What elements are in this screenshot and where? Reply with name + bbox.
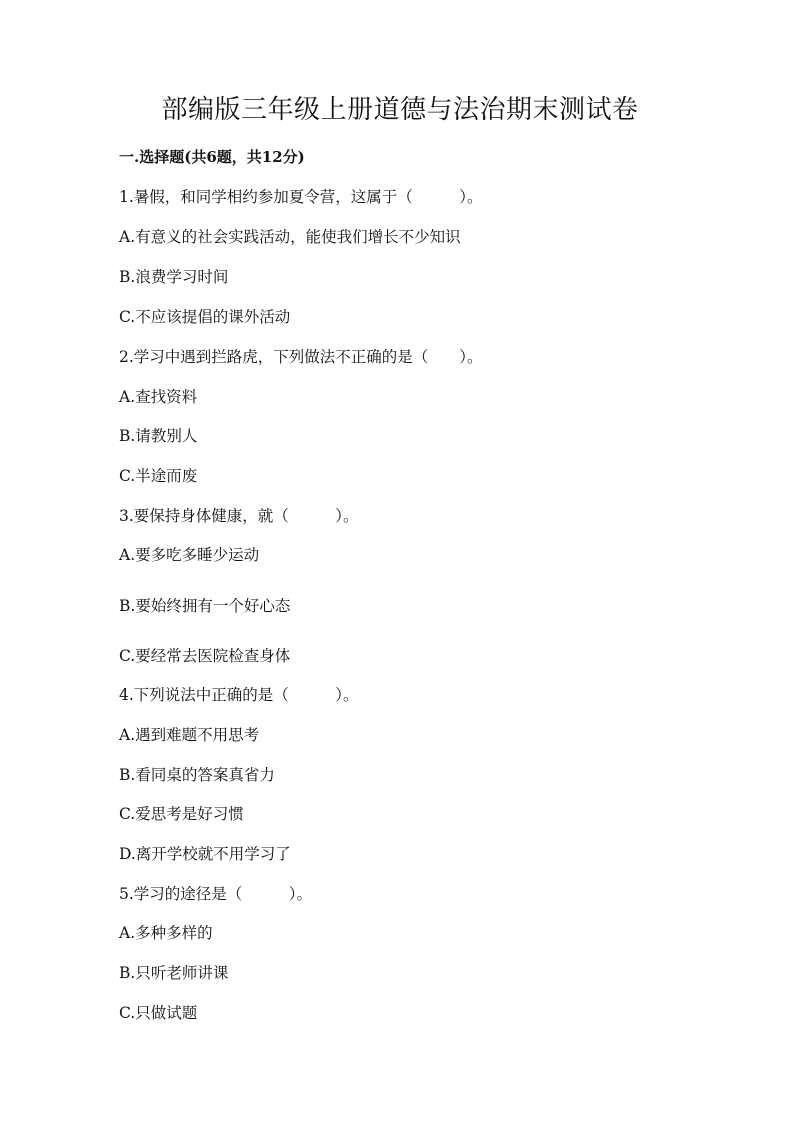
question-2-option-b: B.请教别人: [119, 427, 198, 445]
question-4-option-a: A.遇到难题不用思考: [119, 726, 260, 744]
question-5-option-b: B.只听老师讲课: [119, 964, 229, 982]
section-header: 一.选择题(共6题，共12分): [119, 148, 305, 166]
question-2-option-c: C.半途而废: [119, 467, 198, 485]
question-1-option-a: A.有意义的社会实践活动，能使我们增长不少知识: [119, 228, 461, 246]
question-3-option-b: B.要始终拥有一个好心态: [119, 597, 291, 615]
question-3-option-c: C.要经常去医院检查身体: [119, 647, 291, 665]
question-2-option-a: A.查找资料: [119, 388, 198, 406]
question-5-option-c: C.只做试题: [119, 1004, 198, 1022]
question-4-stem: 4.下列说法中正确的是（ ）。: [119, 686, 359, 704]
question-2-stem: 2.学习中遇到拦路虎，下列做法不正确的是（ ）。: [119, 348, 483, 366]
question-3-option-a: A.要多吃多睡少运动: [119, 546, 260, 564]
question-1-option-b: B.浪费学习时间: [119, 268, 229, 286]
question-4-option-c: C.爱思考是好习惯: [119, 805, 244, 823]
question-4-option-d: D.离开学校就不用学习了: [119, 845, 291, 863]
question-1-stem: 1.暑假，和同学相约参加夏令营，这属于（ ）。: [119, 188, 483, 206]
question-5-option-a: A.多种多样的: [119, 924, 213, 942]
page-title: 部编版三年级上册道德与法治期末测试卷: [161, 95, 639, 125]
question-3-stem: 3.要保持身体健康，就（ ）。: [119, 507, 359, 525]
question-5-stem: 5.学习的途径是（ ）。: [119, 885, 313, 903]
question-1-option-c: C.不应该提倡的课外活动: [119, 308, 291, 326]
question-4-option-b: B.看同桌的答案真省力: [119, 766, 275, 784]
